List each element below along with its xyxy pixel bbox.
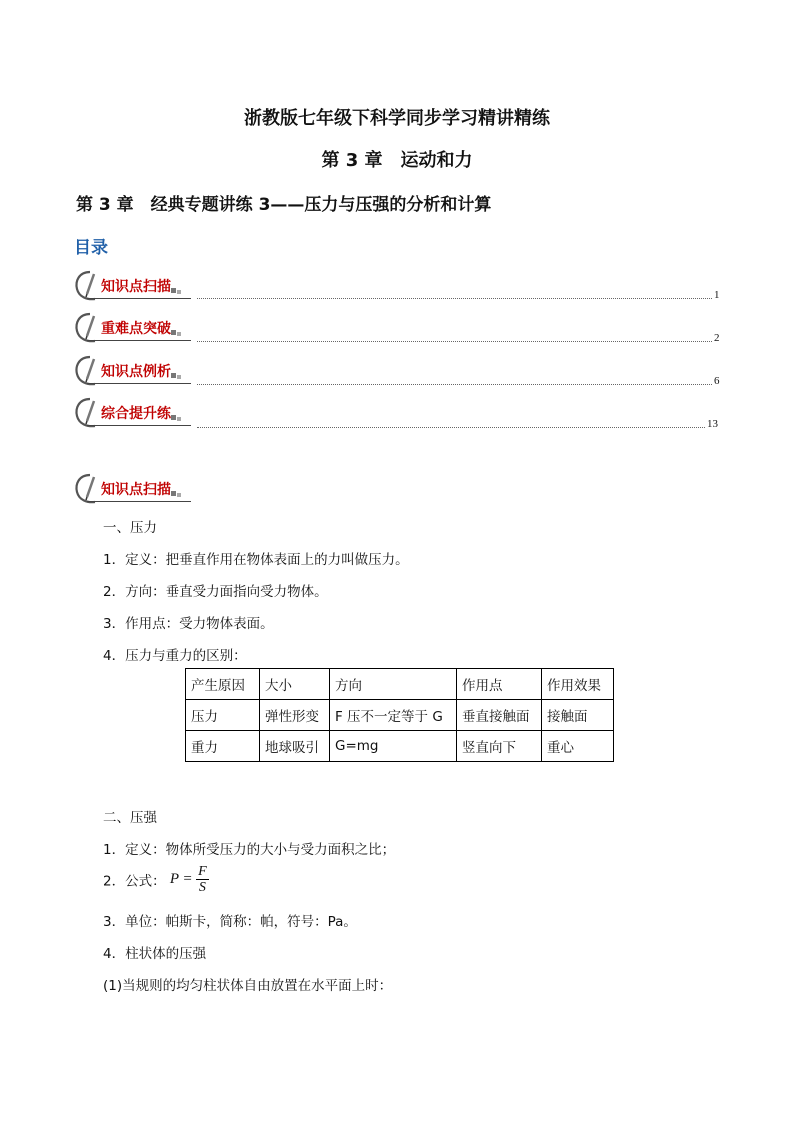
formula-fraction (196, 864, 209, 895)
toc-badge (73, 354, 195, 388)
section-heading: 二、压强 (103, 810, 157, 826)
paragraph: 3．作用点：受力物体表面。 (103, 616, 274, 632)
paragraph: 1．定义：物体所受压力的大小与受力面积之比； (103, 842, 396, 858)
table-cell: 方向 (330, 669, 457, 700)
chapter-title: 第 3 章 运动和力 (321, 150, 473, 171)
paragraph: 4．压力与重力的区别： (103, 648, 247, 664)
table-cell: 大小 (260, 669, 330, 700)
table-cell: G=mg (330, 731, 457, 762)
toc-item-label: 综合提升练 (101, 406, 171, 422)
section-heading: 一、压力 (103, 520, 157, 536)
table-row (186, 731, 614, 762)
table-cell: 产生原因 (186, 669, 260, 700)
table-cell: 重力 (186, 731, 260, 762)
paragraph: 1．定义：把垂直作用在物体表面上的力叫做压力。 (103, 552, 409, 568)
table-row (186, 700, 614, 731)
table-cell: F 压不一定等于 G (330, 700, 457, 731)
formula-prefix: 2．公式： (103, 873, 166, 890)
toc-page-number: 1 (714, 289, 720, 301)
toc-badge (73, 311, 195, 345)
comparison-table (185, 668, 614, 762)
section-badge-label: 知识点扫描 (101, 482, 171, 498)
toc-leader (197, 341, 712, 342)
paragraph: 2．方向：垂直受力面指向受力物体。 (103, 584, 328, 600)
toc-badge (73, 269, 195, 303)
table-cell: 竖直向下 (457, 731, 542, 762)
table-cell: 弹性形变 (260, 700, 330, 731)
toc-page-number: 6 (714, 375, 720, 387)
toc-leader (197, 384, 712, 385)
paragraph: 3．单位：帕斯卡，简称：帕，符号：Pa。 (103, 914, 357, 930)
formula-lhs: P (169, 871, 180, 887)
table-cell: 重心 (542, 731, 614, 762)
table-cell: 接触面 (542, 700, 614, 731)
lesson-title: 第 3 章 经典专题讲练 3——压力与压强的分析和计算 (76, 195, 492, 215)
toc-page-number: 2 (714, 332, 720, 344)
formula-numerator: F (198, 864, 207, 879)
toc-item-label: 知识点例析 (101, 364, 171, 380)
table-cell: 作用点 (457, 669, 542, 700)
table-cell: 压力 (186, 700, 260, 731)
table-row (186, 669, 614, 700)
table-cell: 作用效果 (542, 669, 614, 700)
toc-badge (73, 396, 195, 430)
paragraph: 4．柱状体的压强 (103, 946, 207, 962)
toc-leader (197, 427, 705, 428)
section-badge (73, 472, 195, 506)
formula-equals: = (183, 871, 192, 887)
formula-denominator: S (198, 880, 206, 895)
toc-leader (197, 298, 712, 299)
paragraph: (1)当规则的均匀柱状体自由放置在水平面上时： (103, 978, 393, 994)
toc-item-label: 知识点扫描 (101, 279, 171, 295)
toc-page-number: 13 (707, 418, 718, 430)
formula-line (103, 864, 209, 895)
table-cell: 地球吸引 (260, 731, 330, 762)
toc-item-label: 重难点突破 (101, 321, 171, 337)
document-title: 浙教版七年级下科学同步学习精讲精练 (244, 108, 550, 129)
toc-heading: 目录 (74, 238, 108, 258)
table-cell: 垂直接触面 (457, 700, 542, 731)
